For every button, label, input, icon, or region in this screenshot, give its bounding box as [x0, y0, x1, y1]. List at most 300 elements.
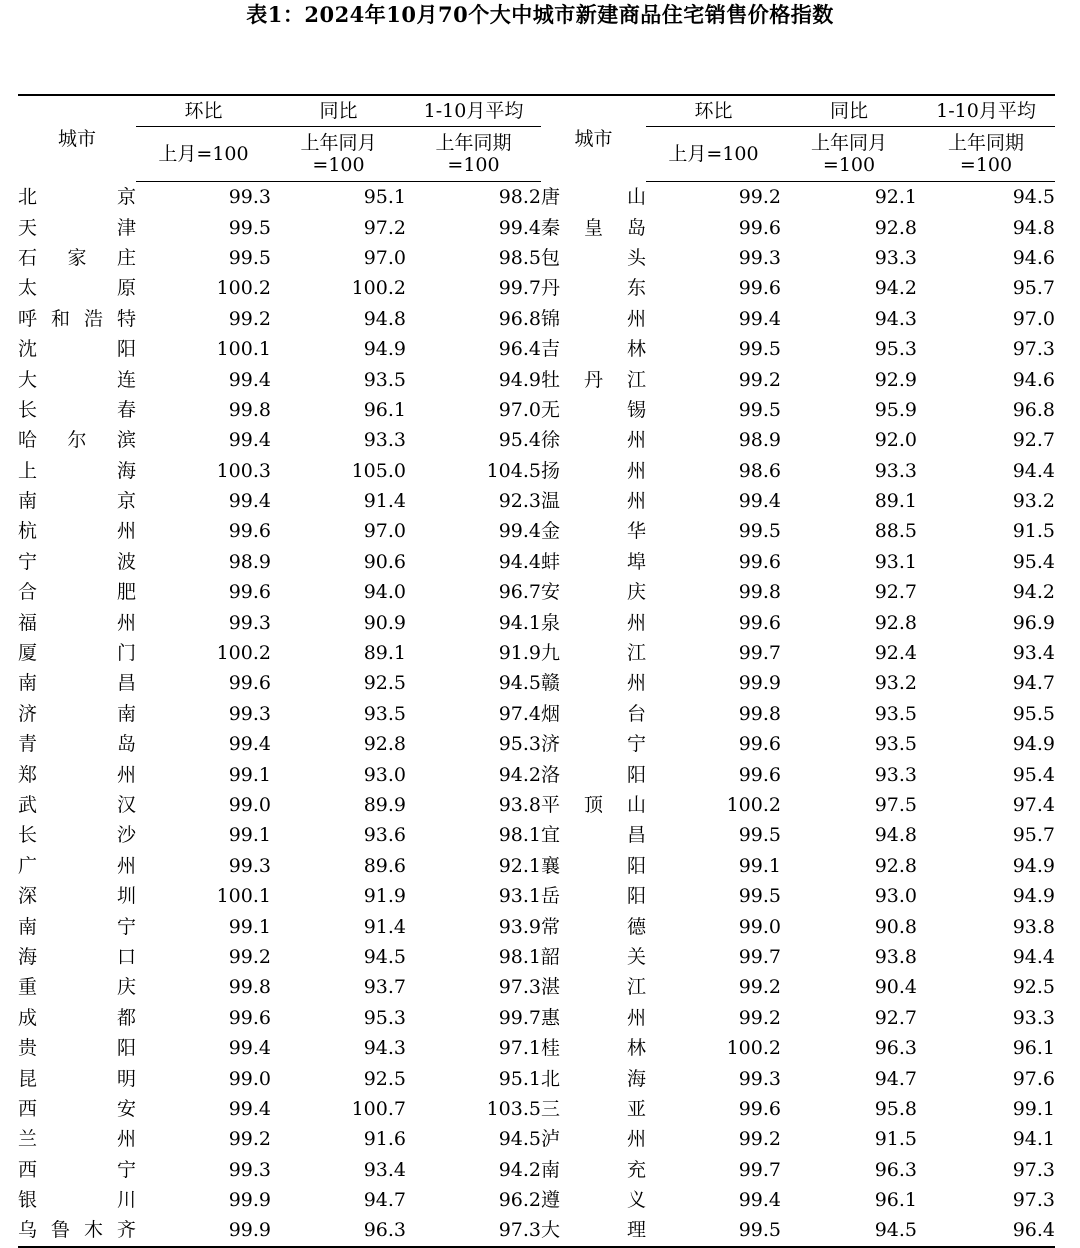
ytd-column-header: 1-10月平均	[406, 95, 541, 127]
city-name-cell-right: 洛阳	[541, 763, 646, 786]
city-name-cell-right: 桂林	[541, 1037, 646, 1060]
table-row	[18, 243, 1055, 273]
ytd-value-cell: 99.4	[498, 520, 541, 543]
ytd-value-cell: 97.3	[498, 976, 541, 999]
city-name-cell: 呼和浩特	[18, 307, 136, 330]
ytd-value-cell-right: 93.4	[1012, 642, 1055, 665]
table-row	[18, 729, 1055, 759]
table-row	[18, 759, 1055, 789]
mom-value-cell: 99.0	[228, 1067, 271, 1090]
mom-value-cell-right: 99.2	[738, 186, 781, 209]
yoy-value-cell: 94.7	[363, 1189, 406, 1212]
mom-value-cell: 100.2	[216, 642, 271, 665]
city-name-cell: 合肥	[18, 581, 136, 604]
city-name-cell-right: 扬州	[541, 459, 646, 482]
city-name-cell-right: 吉林	[541, 338, 646, 361]
city-name-cell-right: 平顶山	[541, 794, 646, 816]
mom-value-cell-right: 99.8	[738, 581, 781, 604]
city-name-cell: 济南	[18, 702, 136, 725]
mom-value-cell-right: 99.3	[738, 1067, 781, 1090]
ytd-value-cell: 96.2	[498, 1189, 541, 1212]
mom-value-cell: 99.9	[228, 1189, 271, 1212]
mom-value-cell: 99.3	[228, 854, 271, 877]
table-body	[18, 182, 1055, 1247]
mom-value-cell: 99.1	[228, 763, 271, 786]
table-row	[18, 638, 1055, 668]
yoy-value-cell-right: 94.3	[874, 307, 917, 330]
ytd-value-cell: 96.7	[498, 581, 541, 604]
mom-value-cell: 99.4	[228, 368, 271, 391]
yoy-value-cell: 97.0	[363, 520, 406, 543]
city-name-cell: 太原	[18, 277, 136, 300]
mom-value-cell-right: 99.4	[738, 490, 781, 513]
mom-value-cell: 99.3	[228, 611, 271, 634]
mom-value-cell-right: 99.5	[738, 398, 781, 421]
mom-value-cell: 99.6	[228, 672, 271, 695]
ytd-value-cell-right: 94.4	[1012, 945, 1055, 968]
city-name-cell-right: 唐山	[541, 185, 646, 208]
mom-value-cell: 99.6	[228, 520, 271, 543]
yoy-value-cell-right: 93.2	[874, 672, 917, 695]
city-name-cell: 南京	[18, 490, 136, 513]
table-row	[18, 1003, 1055, 1033]
yoy-value-cell-right: 96.1	[874, 1189, 917, 1212]
city-name-cell: 西宁	[18, 1158, 136, 1181]
yoy-value-cell: 89.9	[363, 794, 406, 816]
ytd-value-cell: 96.8	[498, 307, 541, 330]
city-name-cell: 哈尔滨	[18, 429, 136, 452]
ytd-value-cell: 97.4	[498, 702, 541, 725]
ytd-value-cell-right: 95.7	[1012, 277, 1055, 300]
city-name-cell-right: 金华	[541, 520, 646, 543]
mom-value-cell-right: 99.9	[738, 672, 781, 695]
city-name-cell: 深圳	[18, 885, 136, 908]
yoy-value-cell: 96.3	[271, 1215, 406, 1246]
city-name-cell-right: 遵义	[541, 1189, 646, 1212]
ytd-value-cell: 96.4	[498, 338, 541, 361]
city-name-cell: 武汉	[18, 794, 136, 816]
yoy-value-cell: 91.6	[363, 1128, 406, 1151]
city-name-cell-right: 徐州	[541, 429, 646, 452]
yoy-value-cell: 93.0	[363, 763, 406, 786]
city-name-cell: 南昌	[18, 672, 136, 695]
table-row	[18, 334, 1055, 364]
mom-value-cell: 98.9	[228, 550, 271, 573]
city-name-cell-right: 三亚	[541, 1097, 646, 1120]
ytd-value-cell: 99.7	[498, 277, 541, 300]
mom-column-header-right: 环比	[646, 95, 781, 127]
table-row	[18, 881, 1055, 911]
ytd-value-cell-right: 95.5	[1012, 702, 1055, 725]
table-row	[18, 182, 1055, 213]
city-name-cell-right: 安庆	[541, 581, 646, 604]
table-row	[18, 1215, 1055, 1246]
ytd-value-cell-right: 94.9	[1012, 854, 1055, 877]
ytd-value-cell-right: 94.2	[1012, 581, 1055, 604]
city-column-header-right: 城市	[541, 95, 646, 182]
mom-value-cell: 99.9	[136, 1215, 271, 1246]
mom-value-cell-right: 98.9	[738, 429, 781, 452]
city-name-cell-right: 泉州	[541, 611, 646, 634]
mom-value-cell-right: 99.5	[738, 338, 781, 361]
yoy-value-cell-right: 89.1	[874, 490, 917, 513]
mom-value-cell-right: 99.5	[646, 1215, 781, 1246]
yoy-value-cell-right: 93.3	[874, 459, 917, 482]
yoy-value-cell: 96.1	[363, 398, 406, 421]
city-name-cell: 成都	[18, 1006, 136, 1029]
mom-value-cell: 99.4	[228, 733, 271, 756]
table-row	[18, 972, 1055, 1002]
city-name-cell-right: 牡丹江	[541, 368, 646, 391]
mom-value-cell-right: 99.3	[738, 246, 781, 269]
city-name-cell-right: 宜昌	[541, 824, 646, 847]
ytd-value-cell-right: 95.7	[1012, 824, 1055, 847]
mom-base-label: 上月=100	[136, 127, 271, 182]
ytd-value-cell-right: 93.2	[1012, 490, 1055, 513]
yoy-value-cell-right: 93.3	[874, 246, 917, 269]
city-name-cell: 上海	[18, 459, 136, 482]
table-row	[18, 395, 1055, 425]
mom-value-cell-right: 99.2	[738, 1128, 781, 1151]
mom-value-cell-right: 99.7	[738, 945, 781, 968]
city-name-cell: 杭州	[18, 520, 136, 543]
yoy-value-cell: 94.8	[363, 307, 406, 330]
ytd-value-cell-right: 96.4	[917, 1215, 1055, 1246]
city-name-cell: 沈阳	[18, 338, 136, 361]
ytd-value-cell: 104.5	[486, 459, 541, 482]
mom-value-cell: 99.5	[228, 246, 271, 269]
city-name-cell-right: 无锡	[541, 398, 646, 421]
mom-value-cell-right: 99.0	[738, 915, 781, 938]
city-name-cell: 银川	[18, 1189, 136, 1212]
ytd-value-cell-right: 92.5	[1012, 976, 1055, 999]
table-row	[18, 364, 1055, 394]
yoy-value-cell: 90.6	[363, 550, 406, 573]
yoy-value-cell-right: 94.2	[874, 277, 917, 300]
yoy-value-cell: 91.4	[363, 915, 406, 938]
mom-value-cell-right: 100.2	[726, 794, 781, 816]
table-row	[18, 516, 1055, 546]
ytd-value-cell-right: 94.9	[1012, 733, 1055, 756]
yoy-value-cell-right: 90.4	[874, 976, 917, 999]
yoy-value-cell-right: 95.8	[874, 1097, 917, 1120]
table-row	[18, 790, 1055, 820]
yoy-value-cell-right: 92.0	[874, 429, 917, 452]
ytd-value-cell: 93.8	[498, 794, 541, 816]
ytd-value-cell-right: 94.8	[1012, 216, 1055, 239]
mom-value-cell: 99.5	[228, 216, 271, 239]
ytd-value-cell: 95.1	[498, 1067, 541, 1090]
city-name-cell-right: 秦皇岛	[541, 216, 646, 239]
mom-value-cell: 99.2	[228, 1128, 271, 1151]
city-name-cell: 石家庄	[18, 246, 136, 269]
city-name-cell-right: 常德	[541, 915, 646, 938]
ytd-value-cell-right: 96.9	[1012, 611, 1055, 634]
yoy-value-cell: 97.2	[363, 216, 406, 239]
ytd-value-cell: 91.9	[498, 642, 541, 665]
table-row	[18, 668, 1055, 698]
mom-base-label-right: 上月=100	[646, 127, 781, 182]
table-row	[18, 699, 1055, 729]
mom-value-cell-right: 99.5	[738, 824, 781, 847]
mom-value-cell-right: 99.6	[738, 763, 781, 786]
mom-column-header: 环比	[136, 95, 271, 127]
city-name-cell-right: 韶关	[541, 945, 646, 968]
ytd-base-label-right: 上年同期 =100	[917, 127, 1055, 182]
ytd-value-cell-right: 91.5	[1012, 520, 1055, 543]
mom-value-cell-right: 99.2	[738, 976, 781, 999]
ytd-value-cell: 97.0	[498, 398, 541, 421]
ytd-value-cell: 103.5	[486, 1097, 541, 1120]
ytd-value-cell: 94.2	[498, 763, 541, 786]
yoy-value-cell: 94.5	[363, 945, 406, 968]
yoy-value-cell: 97.0	[363, 246, 406, 269]
mom-value-cell: 100.3	[216, 459, 271, 482]
yoy-value-cell: 93.4	[363, 1158, 406, 1181]
ytd-value-cell: 97.3	[406, 1215, 541, 1246]
city-name-cell: 兰州	[18, 1128, 136, 1151]
table-row	[18, 486, 1055, 516]
mom-value-cell: 99.8	[228, 976, 271, 999]
yoy-base-label-right: 上年同月 =100	[781, 127, 917, 182]
table-row	[18, 304, 1055, 334]
city-name-cell: 昆明	[18, 1067, 136, 1090]
city-name-cell-right: 温州	[541, 490, 646, 513]
mom-value-cell-right: 99.4	[738, 307, 781, 330]
city-name-cell-right: 襄阳	[541, 854, 646, 877]
ytd-value-cell-right: 97.4	[1012, 794, 1055, 816]
table-row	[18, 547, 1055, 577]
mom-value-cell-right: 99.7	[738, 642, 781, 665]
yoy-value-cell: 93.7	[363, 976, 406, 999]
ytd-value-cell-right: 94.5	[1012, 186, 1055, 209]
ytd-value-cell-right: 94.6	[1012, 246, 1055, 269]
ytd-value-cell-right: 97.3	[1012, 1189, 1055, 1212]
ytd-value-cell-right: 93.3	[1012, 1006, 1055, 1029]
mom-value-cell: 99.1	[228, 915, 271, 938]
yoy-value-cell-right: 92.8	[874, 216, 917, 239]
table-title: 表1：2024年10月70个大中城市新建商品住宅销售价格指数	[246, 2, 834, 27]
city-name-cell: 长春	[18, 398, 136, 421]
yoy-value-cell-right: 92.4	[874, 642, 917, 665]
table-row	[18, 1033, 1055, 1063]
mom-value-cell-right: 99.7	[738, 1158, 781, 1181]
city-name-cell-right: 大理	[541, 1215, 646, 1246]
table-header	[18, 95, 1055, 182]
ytd-value-cell-right: 97.0	[1012, 307, 1055, 330]
yoy-value-cell-right: 95.3	[874, 338, 917, 361]
yoy-value-cell: 94.9	[363, 338, 406, 361]
city-name-cell: 青岛	[18, 733, 136, 756]
table-row	[18, 425, 1055, 455]
yoy-value-cell: 100.7	[351, 1097, 406, 1120]
mom-value-cell: 99.4	[228, 1037, 271, 1060]
ytd-column-header-right: 1-10月平均	[917, 95, 1055, 127]
mom-value-cell-right: 98.6	[738, 459, 781, 482]
mom-value-cell-right: 99.6	[738, 216, 781, 239]
yoy-value-cell: 91.4	[363, 490, 406, 513]
mom-value-cell-right: 99.6	[738, 550, 781, 573]
mom-value-cell: 99.4	[228, 429, 271, 452]
yoy-value-cell: 89.1	[363, 642, 406, 665]
city-name-cell: 天津	[18, 216, 136, 239]
ytd-value-cell: 97.1	[498, 1037, 541, 1060]
ytd-value-cell: 94.4	[498, 550, 541, 573]
city-name-cell-right: 蚌埠	[541, 550, 646, 573]
mom-value-cell: 100.1	[216, 338, 271, 361]
ytd-value-cell-right: 95.4	[1012, 550, 1055, 573]
ytd-value-cell-right: 94.4	[1012, 459, 1055, 482]
city-name-cell: 厦门	[18, 642, 136, 665]
mom-value-cell: 99.0	[228, 794, 271, 816]
yoy-value-cell: 94.3	[363, 1037, 406, 1060]
ytd-value-cell: 98.1	[498, 945, 541, 968]
table-row	[18, 212, 1055, 242]
mom-value-cell: 99.4	[228, 1097, 271, 1120]
mom-value-cell-right: 99.2	[738, 368, 781, 391]
city-column-header: 城市	[18, 95, 136, 182]
yoy-value-cell-right: 91.5	[874, 1128, 917, 1151]
ytd-value-cell: 99.7	[498, 1006, 541, 1029]
yoy-column-header: 同比	[271, 95, 406, 127]
city-name-cell-right: 泸州	[541, 1128, 646, 1151]
ytd-value-cell: 93.9	[498, 915, 541, 938]
ytd-value-cell: 94.5	[498, 672, 541, 695]
mom-value-cell-right: 99.5	[738, 520, 781, 543]
ytd-value-cell: 94.5	[498, 1128, 541, 1151]
ytd-value-cell-right: 94.1	[1012, 1128, 1055, 1151]
yoy-value-cell-right: 88.5	[874, 520, 917, 543]
yoy-value-cell: 105.0	[351, 459, 406, 482]
yoy-value-cell: 94.0	[363, 581, 406, 604]
city-name-cell: 南宁	[18, 915, 136, 938]
mom-value-cell-right: 99.1	[738, 854, 781, 877]
table-row	[18, 1185, 1055, 1215]
mom-value-cell: 99.3	[228, 702, 271, 725]
yoy-value-cell: 93.6	[363, 824, 406, 847]
ytd-value-cell-right: 99.1	[1012, 1097, 1055, 1120]
city-name-cell-right: 包头	[541, 246, 646, 269]
ytd-value-cell-right: 96.8	[1012, 398, 1055, 421]
mom-value-cell-right: 99.6	[738, 733, 781, 756]
ytd-value-cell: 98.1	[498, 824, 541, 847]
yoy-value-cell-right: 93.1	[874, 550, 917, 573]
table-row	[18, 1155, 1055, 1185]
ytd-value-cell: 92.1	[498, 854, 541, 877]
yoy-value-cell: 95.3	[363, 1006, 406, 1029]
yoy-value-cell: 93.5	[363, 368, 406, 391]
mom-value-cell: 99.1	[228, 824, 271, 847]
yoy-value-cell-right: 92.1	[874, 186, 917, 209]
yoy-value-cell-right: 97.5	[874, 794, 917, 816]
city-name-cell-right: 赣州	[541, 672, 646, 695]
city-name-cell-right: 锦州	[541, 307, 646, 330]
mom-value-cell: 99.2	[228, 945, 271, 968]
yoy-value-cell-right: 94.8	[874, 824, 917, 847]
yoy-value-cell-right: 92.9	[874, 368, 917, 391]
ytd-value-cell-right: 94.6	[1012, 368, 1055, 391]
yoy-value-cell: 92.5	[363, 1067, 406, 1090]
table-row	[18, 1063, 1055, 1093]
city-name-cell: 北京	[18, 185, 136, 208]
mom-value-cell-right: 99.6	[738, 611, 781, 634]
city-name-cell: 广州	[18, 854, 136, 877]
mom-value-cell: 99.2	[228, 307, 271, 330]
mom-value-cell: 99.3	[228, 1158, 271, 1181]
table-row	[18, 273, 1055, 303]
ytd-value-cell: 94.1	[498, 611, 541, 634]
ytd-value-cell-right: 94.9	[1012, 885, 1055, 908]
ytd-value-cell-right: 97.3	[1012, 338, 1055, 361]
city-name-cell-right: 九江	[541, 642, 646, 665]
yoy-value-cell-right: 96.3	[874, 1158, 917, 1181]
table-row	[18, 851, 1055, 881]
city-name-cell-right: 湛江	[541, 976, 646, 999]
yoy-value-cell: 95.1	[363, 186, 406, 209]
table-row	[18, 1094, 1055, 1124]
ytd-value-cell: 95.4	[498, 429, 541, 452]
city-name-cell-right: 济宁	[541, 733, 646, 756]
yoy-value-cell-right: 94.7	[874, 1067, 917, 1090]
yoy-value-cell-right: 92.8	[874, 611, 917, 634]
mom-value-cell: 99.6	[228, 1006, 271, 1029]
mom-value-cell: 99.6	[228, 581, 271, 604]
mom-value-cell: 99.4	[228, 490, 271, 513]
ytd-value-cell: 93.1	[498, 885, 541, 908]
yoy-value-cell: 93.3	[363, 429, 406, 452]
yoy-value-cell-right: 96.3	[874, 1037, 917, 1060]
city-name-cell: 重庆	[18, 976, 136, 999]
ytd-value-cell: 98.5	[498, 246, 541, 269]
mom-value-cell: 100.1	[216, 885, 271, 908]
ytd-value-cell: 98.2	[498, 186, 541, 209]
mom-value-cell-right: 99.2	[738, 1006, 781, 1029]
table-row	[18, 607, 1055, 637]
yoy-value-cell-right: 94.5	[781, 1215, 917, 1246]
yoy-value-cell: 91.9	[363, 885, 406, 908]
yoy-value-cell: 93.5	[363, 702, 406, 725]
table-row	[18, 456, 1055, 486]
yoy-value-cell-right: 92.7	[874, 581, 917, 604]
yoy-value-cell: 92.8	[363, 733, 406, 756]
city-name-cell: 郑州	[18, 763, 136, 786]
city-name-cell-right: 北海	[541, 1067, 646, 1090]
mom-value-cell-right: 99.5	[738, 885, 781, 908]
table-row	[18, 577, 1055, 607]
yoy-value-cell: 92.5	[363, 672, 406, 695]
yoy-value-cell: 89.6	[363, 854, 406, 877]
table-row	[18, 820, 1055, 850]
ytd-value-cell-right: 93.8	[1012, 915, 1055, 938]
ytd-value-cell-right: 96.1	[1012, 1037, 1055, 1060]
yoy-value-cell-right: 92.7	[874, 1006, 917, 1029]
mom-value-cell-right: 100.2	[726, 1037, 781, 1060]
yoy-value-cell-right: 93.5	[874, 702, 917, 725]
mom-value-cell: 99.3	[228, 186, 271, 209]
city-name-cell: 福州	[18, 611, 136, 634]
yoy-value-cell-right: 93.5	[874, 733, 917, 756]
mom-value-cell: 99.8	[228, 398, 271, 421]
yoy-value-cell-right: 93.8	[874, 945, 917, 968]
city-name-cell: 贵阳	[18, 1037, 136, 1060]
ytd-value-cell: 99.4	[498, 216, 541, 239]
mom-value-cell: 100.2	[216, 277, 271, 300]
city-name-cell: 长沙	[18, 824, 136, 847]
yoy-value-cell: 100.2	[351, 277, 406, 300]
ytd-value-cell-right: 94.7	[1012, 672, 1055, 695]
yoy-value-cell-right: 92.8	[874, 854, 917, 877]
ytd-value-cell: 92.3	[498, 490, 541, 513]
